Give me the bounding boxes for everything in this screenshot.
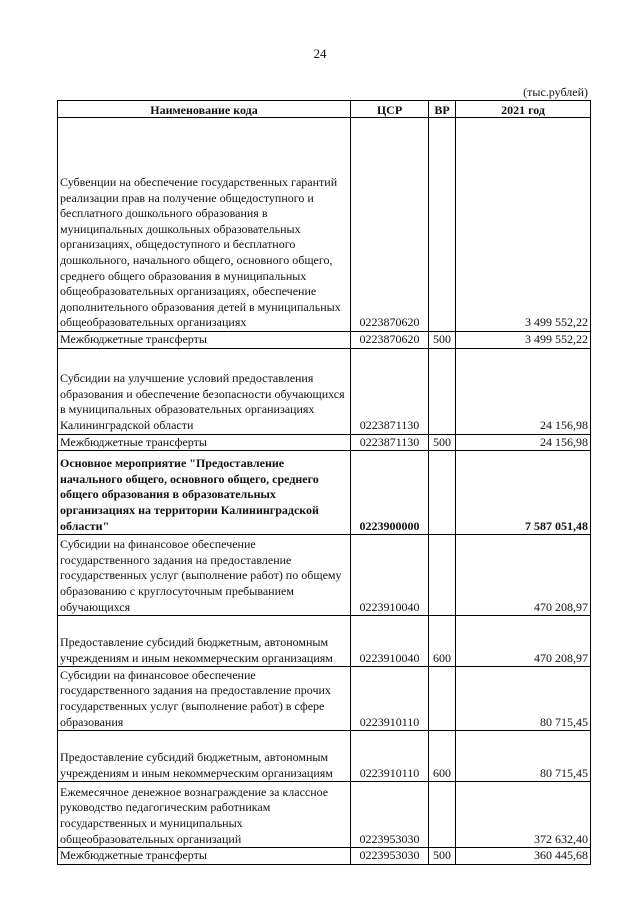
row-csr: 0223871130 xyxy=(351,348,429,434)
row-name: Межбюджетные трансферты xyxy=(58,332,351,349)
row-name: Субсидии на финансовое обеспечение государственного задания на предоставление прочих государственных услуг (выполнение работ) в сфере образования xyxy=(58,667,351,731)
row-vr: 500 xyxy=(429,434,456,451)
row-name: Основное мероприятие "Предоставление начального общего, основного общего, среднего общего образования в образовательных организациях на территории Калининградской области" xyxy=(58,451,351,535)
row-vr xyxy=(429,782,456,848)
column-header-vr: ВР xyxy=(429,101,456,118)
row-sum: 372 632,40 xyxy=(456,782,591,848)
table-row xyxy=(58,118,591,332)
row-name: Предоставление субсидий бюджетным, автономным учреждениям и иным некоммерческим организациям xyxy=(58,616,351,667)
row-sum: 470 208,97 xyxy=(456,535,591,616)
row-name: Ежемесячное денежное вознаграждение за классное руководство педагогическим работникам государственных и муниципальных общеобразовательных организаций xyxy=(58,782,351,848)
row-csr: 0223910040 xyxy=(351,616,429,667)
row-sum: 3 499 552,22 xyxy=(456,332,591,349)
page-number: 24 xyxy=(313,46,327,61)
row-vr: 600 xyxy=(429,731,456,782)
row-sum: 470 208,97 xyxy=(456,616,591,667)
row-name: Субсидии на финансовое обеспечение государственного задания на предоставление государственных услуг (выполнение работ) по общему образованию с круглосуточным пребыванием обучающихся xyxy=(58,535,351,616)
row-name: Субвенции на обеспечение государственных гарантий реализации прав на получение общедоступного и бесплатного дошкольного образования в муниципальных дошкольных образовательных организациях, общедоступного и бесплатного дошкольного, начального общего, основного общего, среднего общего образования в муниципальных общеобразовательных организациях, обеспечение дополнительного образования детей в муниципальных общеобразовательных организациях xyxy=(58,118,351,332)
table-row xyxy=(58,332,591,349)
column-header-csr: ЦСР xyxy=(351,101,429,118)
row-name: Межбюджетные трансферты xyxy=(58,848,351,865)
row-name: Межбюджетные трансферты xyxy=(58,434,351,451)
row-sum: 24 156,98 xyxy=(456,348,591,434)
column-header-name: Наименование кода xyxy=(58,101,351,118)
table-row xyxy=(58,616,591,667)
budget-table xyxy=(57,100,591,865)
row-sum: 360 445,68 xyxy=(456,848,591,865)
row-sum: 80 715,45 xyxy=(456,731,591,782)
row-csr: 0223953030 xyxy=(351,782,429,848)
row-name: Субсидии на улучшение условий предоставления образования и обеспечение безопасности обучающихся в муниципальных образовательных организациях Калининградской области xyxy=(58,348,351,434)
row-vr: 500 xyxy=(429,848,456,865)
row-vr xyxy=(429,348,456,434)
row-sum: 7 587 051,48 xyxy=(456,451,591,535)
table-row xyxy=(58,782,591,848)
row-vr: 500 xyxy=(429,332,456,349)
row-vr xyxy=(429,451,456,535)
row-sum: 24 156,98 xyxy=(456,434,591,451)
row-csr: 0223871130 xyxy=(351,434,429,451)
table-header-row xyxy=(58,101,591,118)
table-row xyxy=(58,731,591,782)
table-row xyxy=(58,535,591,616)
row-csr: 0223870620 xyxy=(351,332,429,349)
row-csr: 0223910040 xyxy=(351,535,429,616)
units-label: (тыс.рублей) xyxy=(523,85,588,99)
row-vr: 600 xyxy=(429,616,456,667)
column-header-year: 2021 год xyxy=(456,101,591,118)
table-row xyxy=(58,848,591,865)
row-sum: 80 715,45 xyxy=(456,667,591,731)
table-row xyxy=(58,348,591,434)
row-name: Предоставление субсидий бюджетным, автономным учреждениям и иным некоммерческим организациям xyxy=(58,731,351,782)
row-sum: 3 499 552,22 xyxy=(456,118,591,332)
row-csr: 0223910110 xyxy=(351,731,429,782)
row-vr xyxy=(429,667,456,731)
table-row xyxy=(58,434,591,451)
row-csr: 0223910110 xyxy=(351,667,429,731)
row-csr: 0223900000 xyxy=(351,451,429,535)
table-row xyxy=(58,667,591,731)
table-row xyxy=(58,451,591,535)
row-csr: 0223870620 xyxy=(351,118,429,332)
row-csr: 0223953030 xyxy=(351,848,429,865)
row-vr xyxy=(429,535,456,616)
row-vr xyxy=(429,118,456,332)
